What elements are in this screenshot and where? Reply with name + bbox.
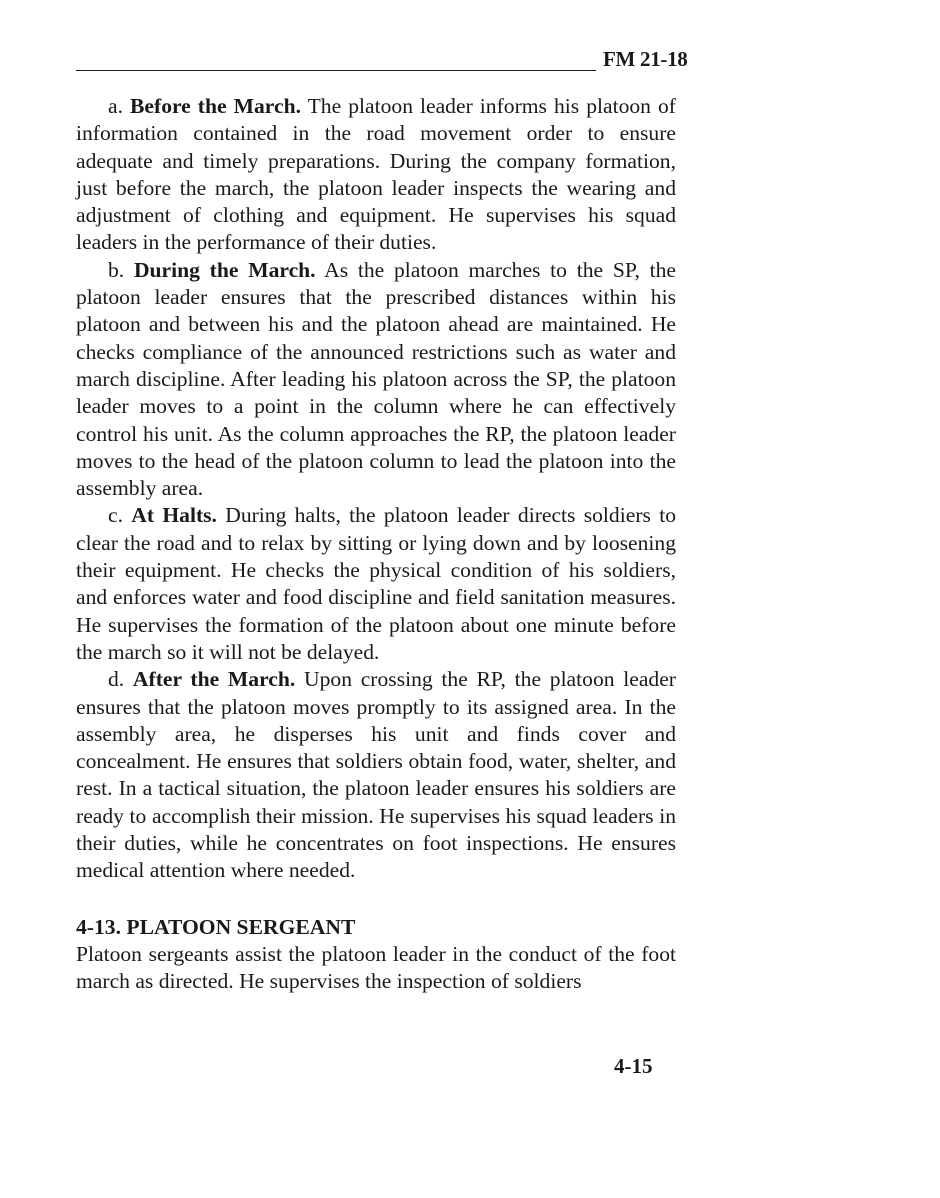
section-heading: 4-13. PLATOON SERGEANT [76,914,356,939]
paragraph-at-halts [76,502,676,666]
paragraph-after-the-march [76,666,676,884]
paragraph-text: The platoon leader informs his platoon of information contained in the road movement order to ensure adequate and timely preparations. During the company formation, just before the march, the platoon leader inspects the wearing and adjustment of clothing and equipment. He supervises his squad leaders in the performance of their duties. [76,94,676,255]
paragraph-prefix: c. [108,503,132,528]
paragraph-before-the-march [76,93,676,257]
running-header: FM 21-18 [603,47,688,71]
paragraph-lead-heading: After the March. [132,667,296,692]
page-number: 4-15 [614,1054,653,1078]
paragraph-prefix: a. [108,94,131,118]
paragraph-text: As the platoon marches to the SP, the platoon leader ensures that the prescribed distances within his platoon and between his and the platoon ahead are maintained. He checks compliance of the announced restrictions such as water and march discipline. After leading his platoon across the SP, the platoon leader moves to a point in the column where he can effectively control his unit. As the column approaches the RP, the platoon leader moves to the head of the platoon column to lead the platoon into the assembly area. [76,257,676,501]
paragraph-text: Upon crossing the RP, the platoon leader ensures that the platoon moves promptly to its assigned area. In the assembly area, he disperses his unit and finds cover and concealment. He ensures that soldiers obtain food, water, shelter, and rest. In a tactical situation, the platoon leader ensures his soldiers are ready to accomplish their mission. He supervises his squad leaders in their duties, while he concentrates on foot inspections. He ensures medical attention where needed. [76,667,677,883]
paragraph-prefix: b. [108,257,134,282]
paragraph-lead-heading: At Halts. [131,503,217,528]
paragraph-prefix: d. [108,667,133,692]
paragraph-during-the-march [76,257,676,503]
paragraph-lead-heading: During the March. [133,257,316,282]
header-rule [76,70,596,71]
paragraph-lead-heading: Before the March. [130,94,301,118]
paragraph-text: During halts, the platoon leader directs soldiers to clear the road and to relax by sitting or lying down and by loosening their equipment. He checks the physical condition of his soldiers, and enforces water and food discipline and field sanitation measures. He supervises the formation of the platoon about one minute before the march so it will not be delayed. [76,503,676,664]
page-body [76,93,676,996]
section-body-text: Platoon sergeants assist the platoon leader in the conduct of the foot march as directed. He supervises the inspection of soldiers [76,941,676,994]
